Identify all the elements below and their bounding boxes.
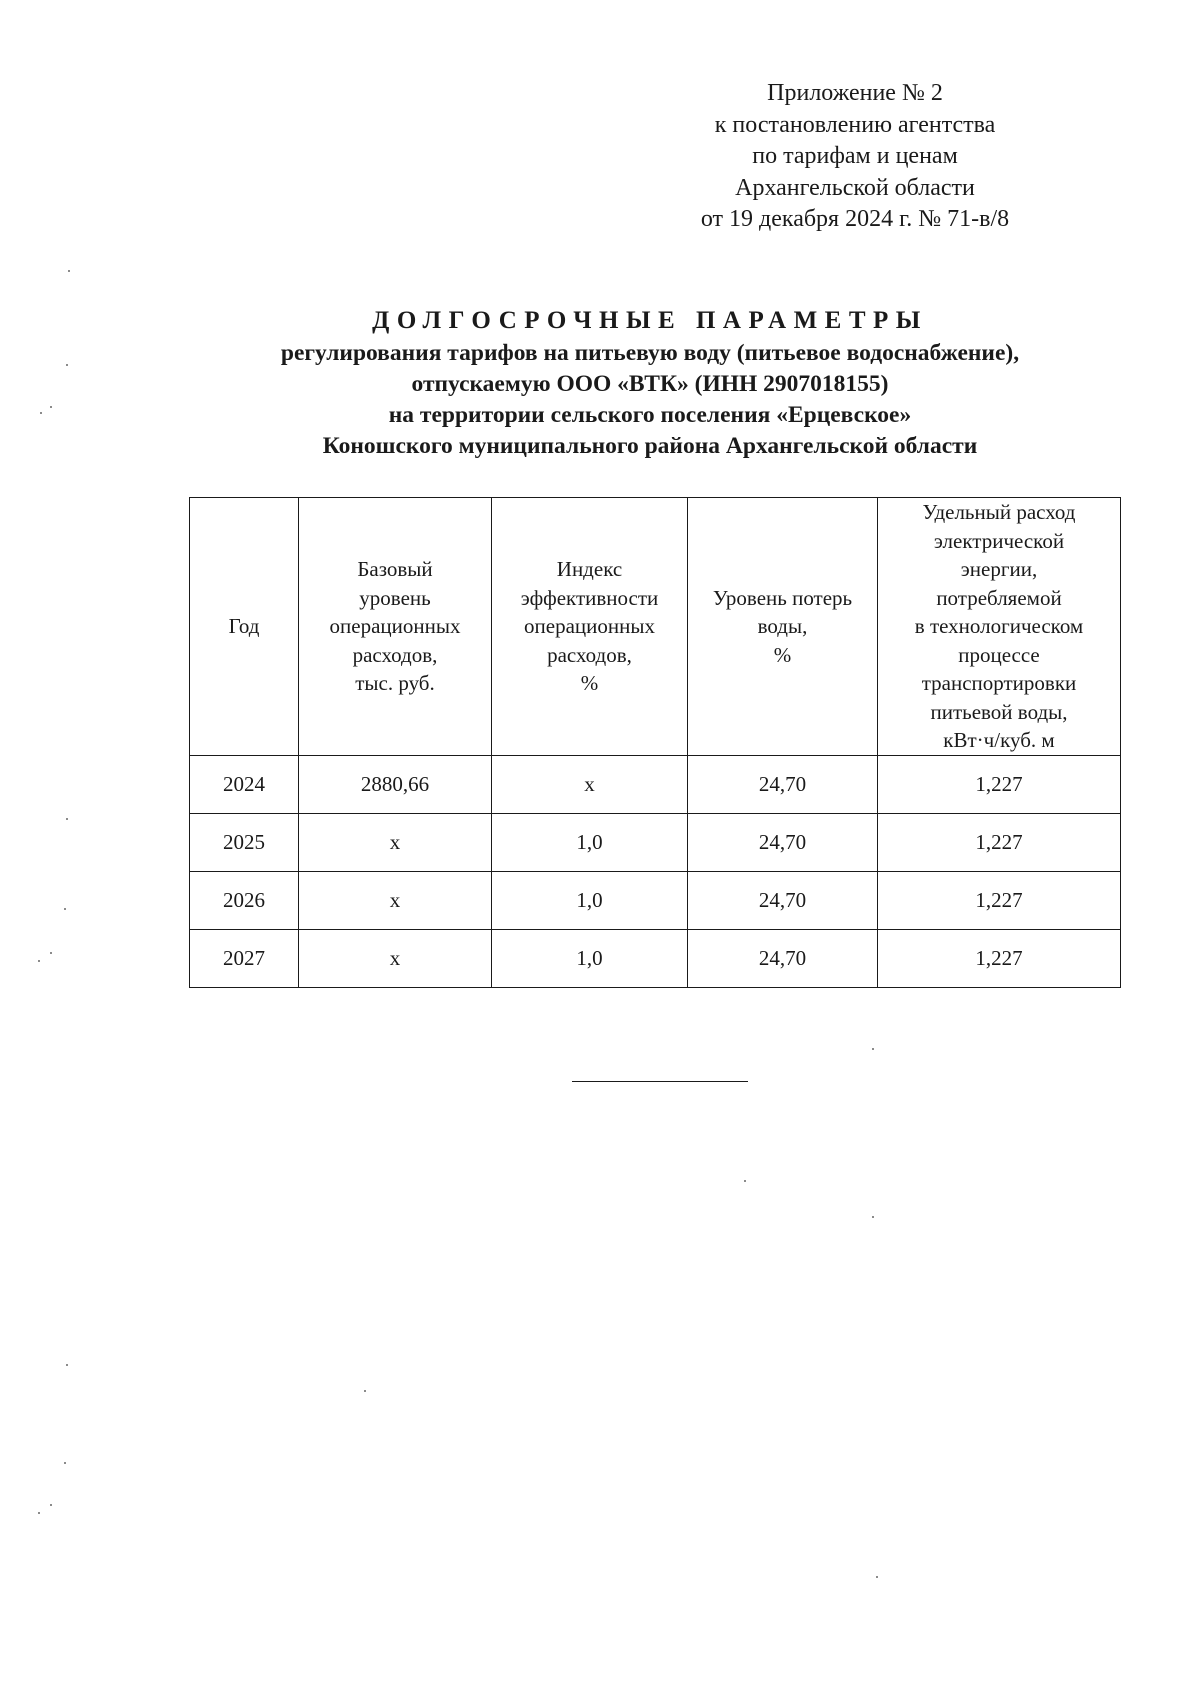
cell-energy-consumption: 1,227 xyxy=(878,813,1121,871)
cell-energy-consumption: 1,227 xyxy=(878,755,1121,813)
scan-speck xyxy=(40,412,42,414)
cell-water-loss: 24,70 xyxy=(688,755,878,813)
header-energy-consumption: Удельный расход электрической энергии, потребляемой в технологическом процессе транспортировки питьевой воды, кВт·ч/куб. м xyxy=(878,498,1121,756)
document-title xyxy=(160,305,1140,462)
parameters-table xyxy=(189,497,1121,988)
appendix-line: Архангельской области xyxy=(735,174,975,201)
cell-base-opex: 2880,66 xyxy=(299,755,492,813)
scan-speck xyxy=(744,1180,746,1182)
scan-speck xyxy=(872,1216,874,1218)
appendix-line: Приложение № 2 xyxy=(767,80,943,106)
table-row xyxy=(190,813,1121,871)
cell-year: 2025 xyxy=(190,813,299,871)
cell-efficiency-index: 1,0 xyxy=(492,929,688,987)
cell-base-opex: х xyxy=(299,871,492,929)
scan-speck xyxy=(872,1048,874,1050)
scan-speck xyxy=(66,364,68,366)
scan-speck xyxy=(68,270,70,272)
cell-energy-consumption: 1,227 xyxy=(878,871,1121,929)
title-line: Коношского муниципального района Архангельской области xyxy=(322,433,978,459)
table-row xyxy=(190,929,1121,987)
appendix-line: к постановлению агентства xyxy=(714,111,996,138)
cell-efficiency-index: х xyxy=(492,755,688,813)
end-rule xyxy=(572,1081,748,1082)
header-efficiency-index: Индекс эффективности операционных расходов, % xyxy=(492,498,688,756)
scan-speck xyxy=(876,1576,878,1578)
scan-speck xyxy=(50,1504,52,1506)
cell-base-opex: х xyxy=(299,813,492,871)
cell-energy-consumption: 1,227 xyxy=(878,929,1121,987)
cell-year: 2026 xyxy=(190,871,299,929)
table-row xyxy=(190,755,1121,813)
title-line: регулирования тарифов на питьевую воду (питьевое водоснабжение), xyxy=(280,340,1020,366)
title-heading: ДОЛГОСРОЧНЫЕ ПАРАМЕТРЫ xyxy=(372,307,928,334)
cell-year: 2027 xyxy=(190,929,299,987)
scan-speck xyxy=(66,818,68,820)
table-row xyxy=(190,871,1121,929)
cell-water-loss: 24,70 xyxy=(688,813,878,871)
cell-water-loss: 24,70 xyxy=(688,871,878,929)
cell-year: 2024 xyxy=(190,755,299,813)
scan-speck xyxy=(66,1364,68,1366)
scan-speck xyxy=(50,952,52,954)
scan-speck xyxy=(64,908,66,910)
scan-speck xyxy=(38,960,40,962)
scan-speck xyxy=(50,406,52,408)
cell-efficiency-index: 1,0 xyxy=(492,871,688,929)
table-header-row xyxy=(190,498,1121,756)
cell-base-opex: х xyxy=(299,929,492,987)
header-base-opex: Базовый уровень операционных расходов, тыс. руб. xyxy=(299,498,492,756)
scan-speck xyxy=(64,1462,66,1464)
header-water-loss: Уровень потерь воды, % xyxy=(688,498,878,756)
appendix-line: от 19 декабря 2024 г. № 71-в/8 xyxy=(700,206,1010,232)
cell-water-loss: 24,70 xyxy=(688,929,878,987)
appendix-line: по тарифам и ценам xyxy=(752,143,958,169)
scan-speck xyxy=(38,1512,40,1514)
cell-efficiency-index: 1,0 xyxy=(492,813,688,871)
scan-speck xyxy=(364,1390,366,1392)
appendix-block xyxy=(655,78,1055,236)
header-year: Год xyxy=(190,498,299,756)
title-line: на территории сельского поселения «Ерцевское» xyxy=(388,402,912,428)
title-line: отпускаемую ООО «ВТК» (ИНН 2907018155) xyxy=(411,371,889,397)
